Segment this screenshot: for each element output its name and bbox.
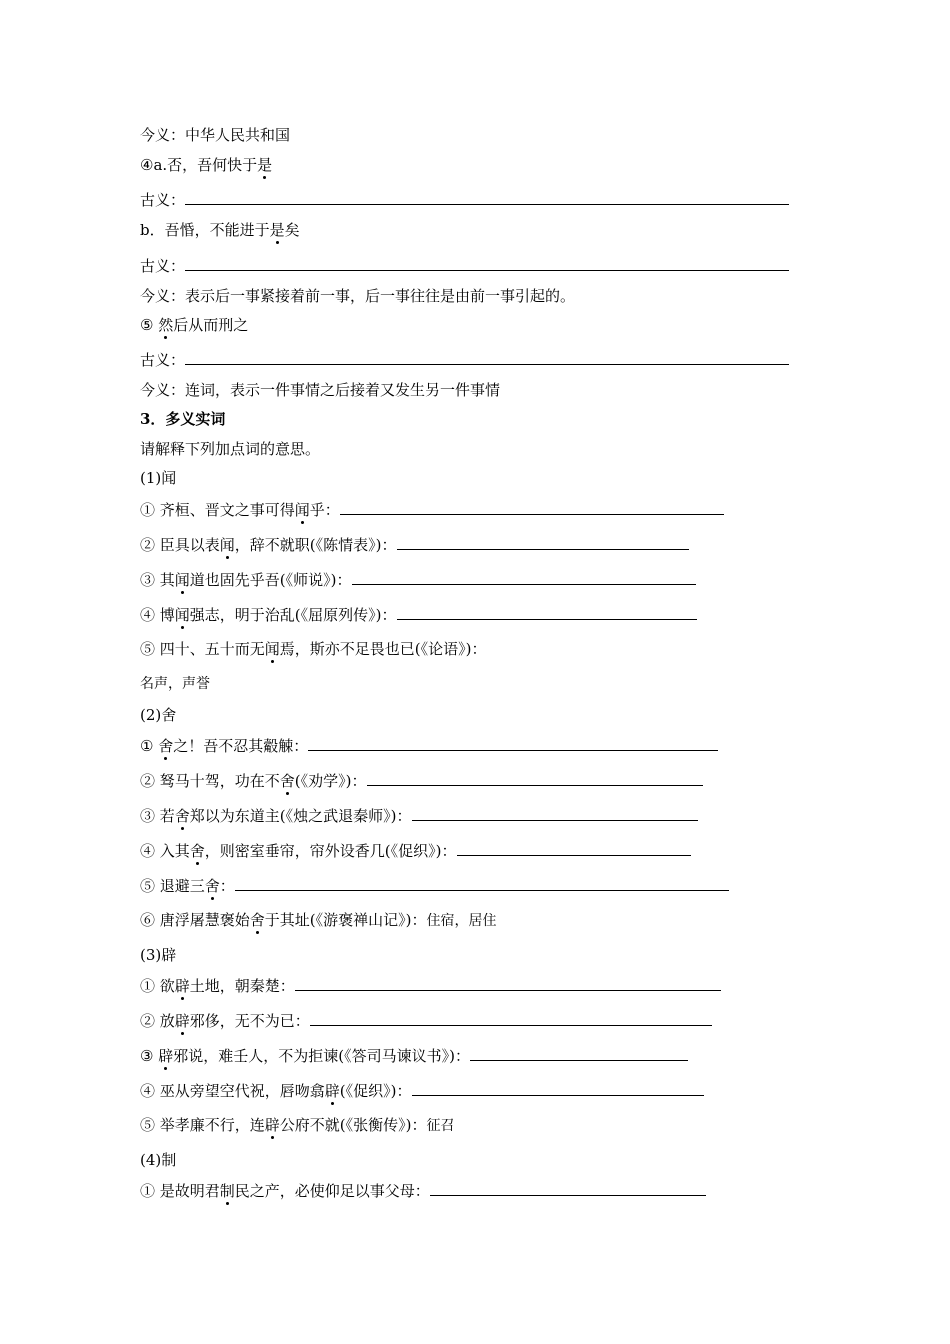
question-line: ⑤ 四十、五十而无闻焉，斯亦不足畏也已(《论语》)： (140, 640, 487, 658)
fill-line: 古义： (140, 256, 789, 275)
text-line: 今义：表示后一事紧接着前一事，后一事往往是由前一事引起的。 (140, 287, 576, 305)
subheading: (2)舍 (140, 706, 177, 724)
question-line: ① 是故明君制民之产，必使仰足以事父母： (140, 1181, 706, 1200)
answer-blank[interactable] (397, 535, 689, 550)
text-line: 今义：连词，表示一件事情之后接着又发生另一件事情 (140, 381, 501, 399)
fill-line: 古义： (140, 350, 789, 369)
question-line: ② 驽马十驾，功在不舍(《劝学》)： (140, 771, 703, 790)
answer-blank[interactable] (185, 350, 789, 365)
question-line: ③ 辟邪说，难壬人，不为拒谏(《答司马谏议书》)： (140, 1046, 688, 1065)
answer-blank[interactable] (457, 841, 691, 856)
question-line: ③ 若舍郑以为东道主(《烛之武退秦师》)： (140, 806, 698, 825)
text-line: ⑤ 然后从而刑之 (140, 316, 249, 334)
subheading: (3)辟 (140, 946, 177, 964)
text-line: b．吾惛，不能进于是矣 (140, 221, 300, 239)
question-line: ④ 博闻强志，明于治乱(《屈原列传》)： (140, 605, 697, 624)
question-line: ④ 入其舍，则密室垂帘，帘外设香几(《促织》)： (140, 841, 691, 860)
answer-blank[interactable] (397, 605, 697, 620)
subheading: (4)制 (140, 1151, 177, 1169)
question-line: ② 放辟邪侈，无不为已： (140, 1011, 712, 1030)
question-line: ⑥ 唐浮屠慧褒始舍于其址(《游褒禅山记》)：住宿，居住 (140, 911, 497, 929)
answer-blank[interactable] (340, 500, 724, 515)
answer-blank[interactable] (310, 1011, 712, 1026)
question-line: ① 舍之！吾不忍其觳觫： (140, 736, 718, 755)
text-line: ④a.否，吾何快于是 (140, 156, 273, 174)
fill-line: 古义： (140, 190, 789, 209)
question-line: ⑤ 退避三舍： (140, 876, 729, 895)
subheading: (1)闻 (140, 469, 177, 487)
question-line: ① 欲辟土地，朝秦楚： (140, 976, 721, 995)
question-line: ③ 其闻道也固先乎吾(《师说》)： (140, 570, 696, 589)
answer-blank[interactable] (367, 771, 703, 786)
question-line: ① 齐桓、晋文之事可得闻乎： (140, 500, 724, 519)
answer-text: 征召 (426, 1118, 455, 1134)
answer-blank[interactable] (412, 1081, 704, 1096)
answer-blank[interactable] (185, 190, 789, 205)
answer-text: 名声，声誉 (140, 676, 210, 692)
instruction: 请解释下列加点词的意思。 (140, 440, 321, 458)
question-line: ⑤ 举孝廉不行，连辟公府不就(《张衡传》)：征召 (140, 1116, 455, 1134)
answer-blank[interactable] (295, 976, 721, 991)
section-heading: 3．多义实词 (140, 410, 226, 428)
answer-blank[interactable] (308, 736, 718, 751)
answer-blank[interactable] (352, 570, 696, 585)
answer-blank[interactable] (235, 876, 729, 891)
question-line: ② 臣具以表闻，辞不就职(《陈情表》)： (140, 535, 689, 554)
answer-text: 住宿，居住 (426, 913, 497, 929)
question-line: ④ 巫从旁望空代祝，唇吻翕辟(《促织》)： (140, 1081, 704, 1100)
answer-blank[interactable] (470, 1046, 688, 1061)
answer-blank[interactable] (430, 1181, 706, 1196)
text-line: 今义：中华人民共和国 (140, 126, 291, 144)
answer-blank[interactable] (412, 806, 698, 821)
answer-blank[interactable] (185, 256, 789, 271)
